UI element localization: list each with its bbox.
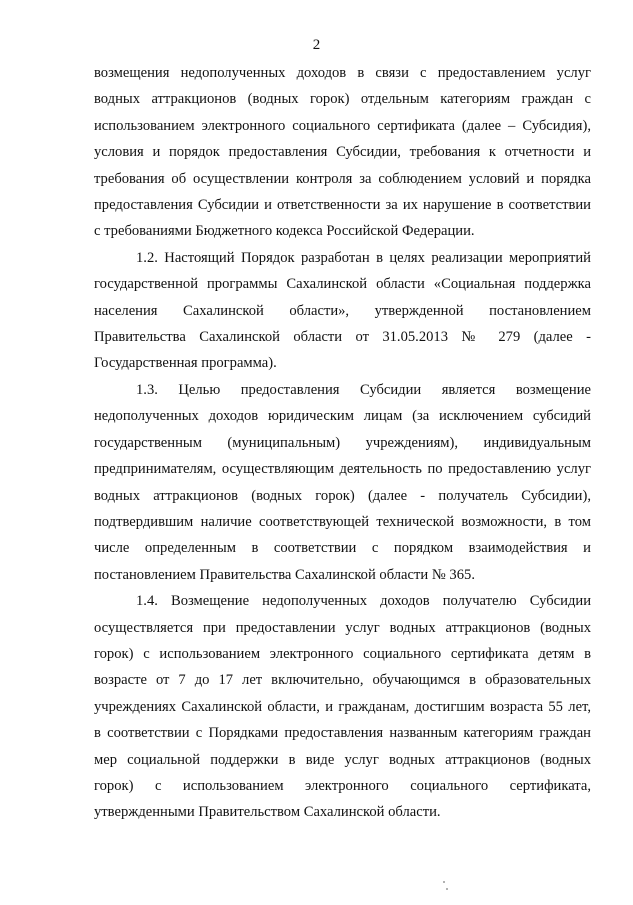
text-line: Правительства Сахалинской области от 31.05.2013 № 279 (далее - bbox=[94, 329, 591, 346]
text-line: предоставления Субсидии и ответственности за их нарушение в соответствии bbox=[94, 197, 591, 214]
text-line: в соответствии с Порядками предоставления названным категориям граждан bbox=[94, 725, 591, 742]
text-line: постановлением Правительства Сахалинской области № 365. bbox=[94, 566, 475, 583]
text-line: условия и порядок предоставления Субсидии, требования к отчетности и bbox=[94, 144, 591, 161]
text-line: с требованиями Бюджетного кодекса Российской Федерации. bbox=[94, 223, 475, 240]
text-line: возмещения недополученных доходов в связи с предоставлением услуг bbox=[94, 65, 591, 81]
text-line: Государственная программа). bbox=[94, 355, 277, 372]
text-line: недополученных доходов юридическим лицам (за исключением субсидий bbox=[94, 408, 591, 425]
text-line: 1.3. Целью предоставления Субсидии является возмещение bbox=[136, 381, 591, 398]
text-line: мер социальной поддержки в виде услуг водных аттракционов (водных bbox=[94, 751, 591, 768]
paragraph-1-3 bbox=[94, 377, 591, 588]
text-line: предпринимателям, осуществляющим деятельность по предоставлению услуг bbox=[94, 461, 591, 478]
text-line: требования об осуществлении контроля за соблюдением условий и порядка bbox=[94, 170, 591, 187]
text-line: числе определенным в соответствии с порядком взаимодействия и bbox=[94, 540, 591, 557]
paragraph-1-continuation bbox=[94, 60, 591, 245]
text-line: государственной программы Сахалинской области «Социальная поддержка bbox=[94, 276, 591, 293]
text-line: возрасте от 7 до 17 лет включительно, обучающимся в образовательных bbox=[94, 672, 591, 689]
paragraph-1-4 bbox=[94, 588, 591, 826]
paragraph-1-2 bbox=[94, 245, 591, 377]
document-body bbox=[94, 60, 591, 826]
text-line: горок) с использованием электронного социального сертификата детям в bbox=[94, 645, 591, 662]
page-number: 2 bbox=[312, 37, 321, 53]
scan-speck bbox=[443, 881, 445, 883]
text-line: водных аттракционов (водных горок) (далее - получатель Субсидии), bbox=[94, 487, 591, 504]
text-line: подтвердившим наличие соответствующей технической возможности, в том bbox=[94, 513, 591, 530]
text-line: осуществляется при предоставлении услуг водных аттракционов (водных bbox=[94, 619, 591, 636]
scan-speck bbox=[446, 888, 448, 890]
text-line: государственным (муниципальным) учреждениям), индивидуальным bbox=[94, 434, 591, 451]
text-line: использованием электронного социального сертификата (далее – Субсидия), bbox=[94, 117, 591, 134]
text-line: учреждениях Сахалинской области, и гражданам, достигшим возраста 55 лет, bbox=[94, 698, 591, 715]
text-line: населения Сахалинской области», утвержденной постановлением bbox=[94, 302, 591, 319]
text-line: горок) с использованием электронного социального сертификата, bbox=[94, 777, 591, 794]
text-line: 1.2. Настоящий Порядок разработан в целях реализации мероприятий bbox=[136, 249, 591, 266]
text-line: водных аттракционов (водных горок) отдельным категориям граждан с bbox=[94, 91, 591, 108]
text-line: утвержденными Правительством Сахалинской области. bbox=[94, 804, 441, 821]
text-line: 1.4. Возмещение недополученных доходов получателю Субсидии bbox=[136, 593, 591, 610]
